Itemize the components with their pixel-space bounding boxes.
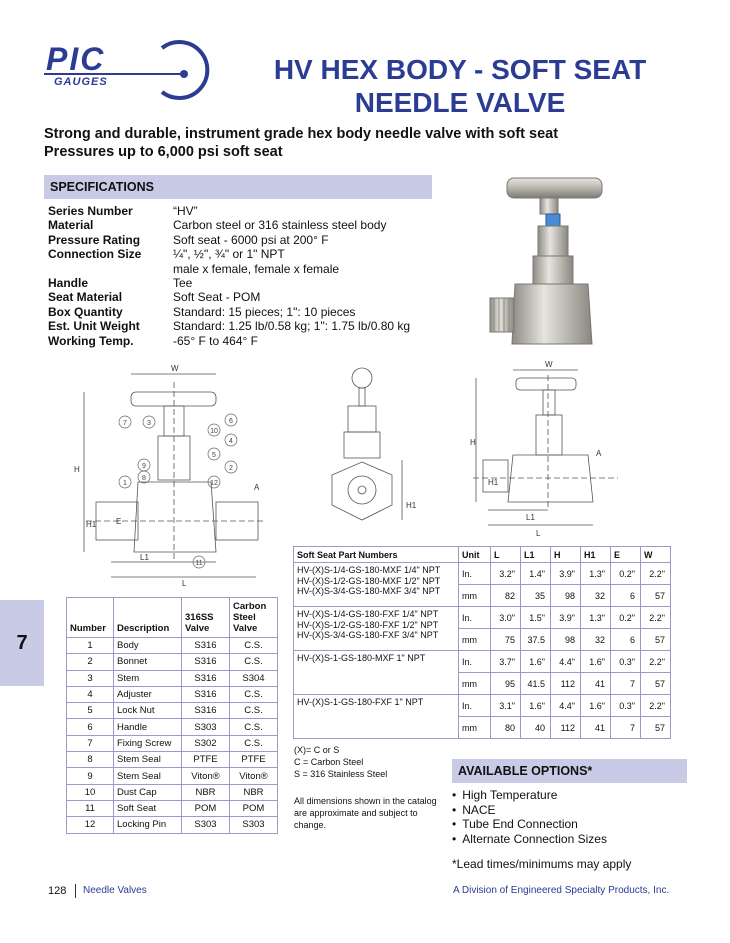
- bullet-icon: •: [452, 802, 457, 817]
- pn-value: 0.2": [611, 563, 641, 585]
- pn-unit: mm: [459, 673, 491, 695]
- spec-row: [48, 233, 410, 247]
- parts-row: [67, 654, 278, 670]
- pn-value: 1.6": [581, 651, 611, 673]
- subtitle-line2: Pressures up to 6,000 psi soft seat: [44, 144, 283, 160]
- spec-value: Standard: 15 pieces; 1": 10 pieces: [173, 304, 356, 319]
- parts-cell: Body: [114, 638, 182, 654]
- spec-row: [48, 218, 410, 232]
- parts-cell: PTFE: [230, 752, 278, 768]
- parts-cell: Stem Seal: [114, 752, 182, 768]
- spec-value: -65° F to 464° F: [173, 333, 258, 348]
- part-numbers-table: [293, 546, 671, 739]
- specifications-list: [48, 204, 410, 348]
- parts-cell: C.S.: [230, 638, 278, 654]
- parts-row: [67, 670, 278, 686]
- pn-value: 0.3": [611, 695, 641, 717]
- parts-cell: Stem: [114, 670, 182, 686]
- parts-cell: C.S.: [230, 703, 278, 719]
- parts-cell: S316: [182, 670, 230, 686]
- option-label: Tube End Connection: [462, 817, 578, 831]
- option-item: [452, 788, 607, 803]
- pn-value: 98: [551, 629, 581, 651]
- parts-cell: Bonnet: [114, 654, 182, 670]
- callout-3: 3: [147, 420, 151, 427]
- lead-time-note: *Lead times/minimums may apply: [452, 857, 632, 871]
- pn-value: 57: [641, 673, 671, 695]
- parts-cell: Locking Pin: [114, 817, 182, 833]
- side-view-h: H: [470, 438, 476, 447]
- spec-label: Working Temp.: [48, 333, 134, 348]
- callout-12: 12: [210, 480, 218, 487]
- legend-line: S = 316 Stainless Steel: [294, 769, 388, 779]
- pn-value: 41: [581, 717, 611, 739]
- parts-cell: 5: [67, 703, 114, 719]
- spec-row: [48, 204, 410, 218]
- option-label: High Temperature: [462, 788, 558, 802]
- option-item: [452, 803, 607, 818]
- options-list: [452, 788, 607, 846]
- parts-cell: NBR: [182, 784, 230, 800]
- pn-unit: In.: [459, 563, 491, 585]
- parts-header-number: Number: [67, 598, 114, 638]
- option-item: [452, 832, 607, 847]
- parts-header-316ss: 316SS Valve: [182, 598, 230, 638]
- pn-value: 2.2": [641, 695, 671, 717]
- dim-h: H: [74, 465, 80, 474]
- pn-value: 3.0": [491, 607, 521, 629]
- pn-row-in: [294, 607, 671, 629]
- spec-label: Pressure Rating: [48, 232, 141, 247]
- side-view-l1: L1: [526, 513, 535, 522]
- end-view-h1: H1: [406, 501, 417, 510]
- callout-10: 10: [210, 428, 218, 435]
- option-label: Alternate Connection Sizes: [462, 831, 607, 846]
- parts-cell: 12: [67, 817, 114, 833]
- parts-cell: C.S.: [230, 686, 278, 702]
- spec-value: “HV”: [173, 204, 198, 218]
- spec-row: [48, 305, 410, 319]
- parts-cell: 6: [67, 719, 114, 735]
- parts-cell: 2: [67, 654, 114, 670]
- spec-row: [48, 290, 410, 304]
- spec-label: Handle: [48, 276, 89, 291]
- dim-h1: H1: [86, 520, 97, 529]
- parts-cell: 10: [67, 784, 114, 800]
- pn-part-numbers: [294, 563, 459, 607]
- pn-value: 1.6": [521, 651, 551, 673]
- pn-header: H: [551, 547, 581, 563]
- parts-cell: 4: [67, 686, 114, 702]
- pn-value: 2.2": [641, 607, 671, 629]
- pn-value: 1.4": [521, 563, 551, 585]
- pn-row-in: [294, 651, 671, 673]
- side-view-a: A: [596, 449, 602, 458]
- pn-part-number: HV-(X)S-1/4-GS-180-FXF 1/4" NPT: [297, 609, 439, 619]
- pn-header: Unit: [459, 547, 491, 563]
- pn-value: 82: [491, 585, 521, 607]
- end-view-drawing: [310, 360, 435, 550]
- pn-value: 32: [581, 629, 611, 651]
- pn-unit: In.: [459, 695, 491, 717]
- parts-cell: Viton®: [182, 768, 230, 784]
- dim-a: A: [254, 483, 260, 492]
- parts-cell: S304: [230, 670, 278, 686]
- subtitle-line1: Strong and durable, instrument grade hex body needle valve with soft seat: [44, 126, 559, 142]
- pn-value: 1.5": [521, 607, 551, 629]
- pn-part-numbers: [294, 695, 459, 739]
- legend-line: (X)= C or S: [294, 745, 340, 755]
- parts-cell: POM: [182, 800, 230, 816]
- pn-value: 3.7": [491, 651, 521, 673]
- spec-row: [48, 247, 410, 261]
- pn-header: W: [641, 547, 671, 563]
- pn-value: 35: [521, 585, 551, 607]
- callout-7: 7: [123, 420, 127, 427]
- spec-value: Tee: [173, 276, 193, 291]
- callout-9: 9: [142, 463, 146, 470]
- parts-cell: NBR: [230, 784, 278, 800]
- pn-value: 57: [641, 629, 671, 651]
- pn-value: 6: [611, 585, 641, 607]
- pn-value: 1.6": [521, 695, 551, 717]
- spec-label: Series Number: [48, 204, 133, 218]
- parts-cell: 1: [67, 638, 114, 654]
- page-title-line2: NEEDLE VALVE: [354, 87, 566, 118]
- pn-value: 7: [611, 717, 641, 739]
- pn-value: 3.2": [491, 563, 521, 585]
- pn-value: 4.4": [551, 651, 581, 673]
- pn-value: 57: [641, 717, 671, 739]
- callout-1: 1: [123, 480, 127, 487]
- footer-company: A Division of Engineered Specialty Products, Inc.: [453, 885, 670, 896]
- pn-value: 7: [611, 673, 641, 695]
- dim-l: L: [182, 579, 187, 588]
- pn-value: 1.6": [581, 695, 611, 717]
- spec-label: Connection Size: [48, 247, 142, 262]
- pn-value: 41: [581, 673, 611, 695]
- spec-value: Soft Seat - POM: [173, 290, 261, 305]
- spec-value: Soft seat - 6000 psi at 200° F: [173, 232, 329, 247]
- pn-value: 37.5: [521, 629, 551, 651]
- parts-cell: Lock Nut: [114, 703, 182, 719]
- pn-value: 1.3": [581, 607, 611, 629]
- parts-cell: 11: [67, 800, 114, 816]
- parts-cell: S316: [182, 686, 230, 702]
- pn-value: 1.3": [581, 563, 611, 585]
- pn-row-in: [294, 563, 671, 585]
- spec-value: Carbon steel or 316 stainless steel body: [173, 218, 387, 233]
- disclaimer-line: All dimensions shown in the catalog: [294, 796, 437, 806]
- pn-unit: mm: [459, 717, 491, 739]
- parts-row: [67, 719, 278, 735]
- spec-row: [48, 276, 410, 290]
- pn-unit: In.: [459, 651, 491, 673]
- spec-label: Seat Material: [48, 290, 123, 305]
- footer-divider: [75, 884, 76, 898]
- parts-cell: S316: [182, 638, 230, 654]
- pn-unit: In.: [459, 607, 491, 629]
- side-view-w: W: [545, 360, 553, 369]
- pn-part-number: HV-(X)S-1/2-GS-180-MXF 1/2" NPT: [297, 575, 441, 586]
- parts-cell: 9: [67, 768, 114, 784]
- parts-cell: PTFE: [182, 752, 230, 768]
- parts-row: [67, 735, 278, 751]
- pn-value: 0.3": [611, 651, 641, 673]
- dim-w: W: [171, 364, 179, 373]
- parts-cell: S303: [182, 719, 230, 735]
- pn-value: 112: [551, 673, 581, 695]
- logo-sub: GAUGES: [54, 76, 108, 88]
- option-item: [452, 817, 607, 832]
- bullet-icon: •: [452, 817, 457, 831]
- pn-header: L: [491, 547, 521, 563]
- pn-part-numbers: [294, 651, 459, 695]
- side-view-h1: H1: [488, 478, 499, 487]
- material-legend: [294, 744, 387, 780]
- pn-value: 3.9": [551, 563, 581, 585]
- valve-photo: [470, 170, 620, 355]
- parts-cell: Soft Seat: [114, 800, 182, 816]
- parts-row: [67, 752, 278, 768]
- pn-value: 75: [491, 629, 521, 651]
- pn-part-number: HV-(X)S-3/4-GS-180-FXF 3/4" NPT: [297, 630, 439, 640]
- parts-cell: Handle: [114, 719, 182, 735]
- pn-part-numbers: [294, 607, 459, 651]
- parts-cell: C.S.: [230, 654, 278, 670]
- parts-row: [67, 686, 278, 702]
- pn-value: 95: [491, 673, 521, 695]
- parts-cell: S316: [182, 654, 230, 670]
- side-view-drawing: [468, 360, 683, 540]
- dim-e: E: [116, 517, 122, 526]
- parts-cell: Viton®: [230, 768, 278, 784]
- parts-cell: S303: [182, 817, 230, 833]
- callout-6: 6: [229, 418, 233, 425]
- spec-label: Est. Unit Weight: [48, 319, 140, 334]
- spec-label: Material: [48, 218, 94, 233]
- pn-unit: mm: [459, 585, 491, 607]
- parts-row: [67, 768, 278, 784]
- section-tab: 7: [0, 600, 44, 686]
- bullet-icon: •: [452, 831, 457, 846]
- parts-header-description: Description: [114, 598, 182, 638]
- pn-value: 4.4": [551, 695, 581, 717]
- dim-l1: L1: [140, 553, 149, 562]
- side-view-l: L: [536, 529, 541, 538]
- pn-value: 3.9": [551, 607, 581, 629]
- spec-row: [48, 262, 410, 276]
- callout-8: 8: [142, 475, 146, 482]
- pn-value: 32: [581, 585, 611, 607]
- parts-cell: C.S.: [230, 719, 278, 735]
- parts-cell: Stem Seal: [114, 768, 182, 784]
- spec-row: [48, 334, 410, 348]
- parts-row: [67, 638, 278, 654]
- parts-cell: C.S.: [230, 735, 278, 751]
- options-heading: AVAILABLE OPTIONS*: [452, 759, 687, 783]
- parts-cell: 7: [67, 735, 114, 751]
- pn-value: 6: [611, 629, 641, 651]
- parts-row: [67, 817, 278, 833]
- callout-4: 4: [229, 438, 233, 445]
- page-title-line1: HV HEX BODY - SOFT SEAT: [273, 54, 647, 85]
- pn-part-number: HV-(X)S-3/4-GS-180-MXF 3/4" NPT: [297, 586, 441, 596]
- callout-2: 2: [229, 465, 233, 472]
- parts-header-carbon: Carbon Steel Valve: [230, 598, 278, 638]
- parts-cell: Fixing Screw: [114, 735, 182, 751]
- pn-value: 2.2": [641, 651, 671, 673]
- pn-header: E: [611, 547, 641, 563]
- logo-brand: PIC: [46, 41, 106, 77]
- pn-row-in: [294, 695, 671, 717]
- parts-cell: Adjuster: [114, 686, 182, 702]
- footer-section: Needle Valves: [83, 885, 147, 896]
- pn-value: 0.2": [611, 607, 641, 629]
- parts-cell: S316: [182, 703, 230, 719]
- sectional-drawing: [76, 362, 276, 592]
- pn-value: 98: [551, 585, 581, 607]
- parts-row: [67, 703, 278, 719]
- pn-value: 41.5: [521, 673, 551, 695]
- spec-label: Box Quantity: [48, 304, 123, 319]
- specifications-heading: SPECIFICATIONS: [44, 175, 432, 199]
- pn-part-number: HV-(X)S-1-GS-180-MXF 1" NPT: [297, 653, 426, 663]
- page-number: 128: [48, 885, 67, 897]
- spec-value: male x female, female x female: [173, 261, 340, 276]
- pn-part-number: HV-(X)S-1-GS-180-FXF 1" NPT: [297, 697, 424, 707]
- parts-cell: Dust Cap: [114, 784, 182, 800]
- pn-value: 57: [641, 585, 671, 607]
- dimension-disclaimer: [294, 795, 437, 831]
- option-label: NACE: [462, 802, 496, 817]
- parts-material-table: [66, 597, 278, 834]
- pic-gauges-logo: [44, 40, 214, 98]
- bullet-icon: •: [452, 788, 457, 802]
- parts-cell: 8: [67, 752, 114, 768]
- parts-row: [67, 800, 278, 816]
- spec-label: [48, 262, 173, 276]
- pn-value: 40: [521, 717, 551, 739]
- pn-value: 80: [491, 717, 521, 739]
- parts-row: [67, 784, 278, 800]
- pn-value: 3.1": [491, 695, 521, 717]
- legend-line: C = Carbon Steel: [294, 757, 364, 767]
- callout-5: 5: [212, 452, 216, 459]
- pn-part-number: HV-(X)S-1/4-GS-180-MXF 1/4" NPT: [297, 565, 441, 575]
- pn-header: H1: [581, 547, 611, 563]
- pn-value: 112: [551, 717, 581, 739]
- spec-row: [48, 319, 410, 333]
- parts-cell: 3: [67, 670, 114, 686]
- callout-11: 11: [195, 560, 203, 567]
- pn-value: 2.2": [641, 563, 671, 585]
- parts-cell: S303: [230, 817, 278, 833]
- pn-header: L1: [521, 547, 551, 563]
- parts-cell: POM: [230, 800, 278, 816]
- disclaimer-line: are approximate and subject to: [294, 808, 418, 818]
- spec-value: ¼", ½", ¾" or 1" NPT: [173, 247, 285, 262]
- spec-value: Standard: 1.25 lb/0.58 kg; 1": 1.75 lb/0.80 kg: [173, 319, 411, 334]
- pn-part-number: HV-(X)S-1/2-GS-180-FXF 1/2" NPT: [297, 619, 439, 630]
- disclaimer-line: change.: [294, 820, 327, 830]
- parts-cell: S302: [182, 735, 230, 751]
- pn-unit: mm: [459, 629, 491, 651]
- pn-header: Soft Seat Part Numbers: [294, 547, 459, 563]
